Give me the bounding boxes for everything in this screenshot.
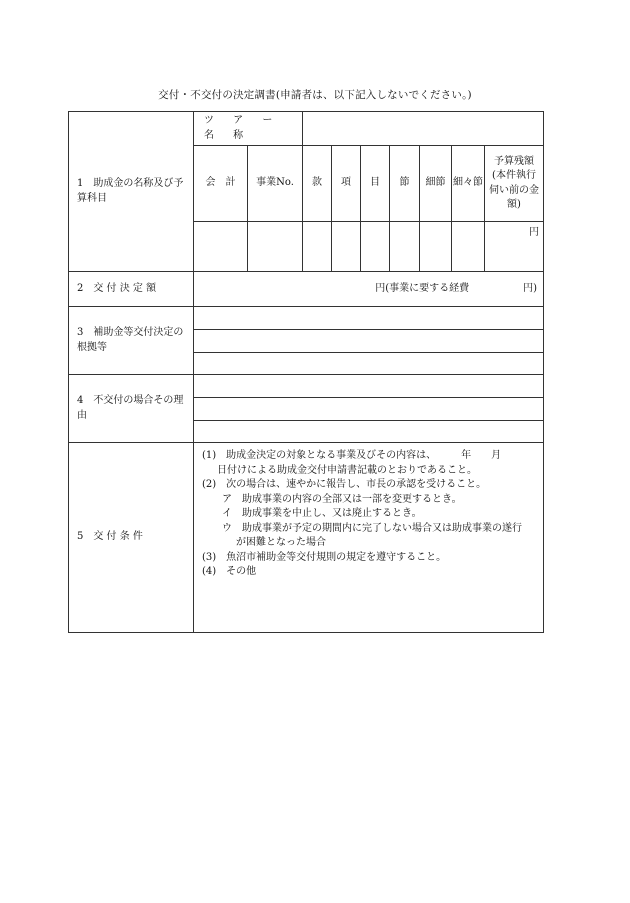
grant-name-label: 1 助成金の名称及び予算科目 — [69, 112, 194, 272]
conditions-label: 5 交 付 条 件 — [69, 443, 194, 633]
saisaisetsu-field[interactable] — [452, 222, 485, 272]
page-title: 交付・不交付の決定調書(申請者は、以下記入しないでください。) — [158, 89, 472, 101]
basis-line-2[interactable] — [194, 330, 544, 353]
decided-amount-field[interactable] — [194, 272, 544, 307]
reason-line-2[interactable] — [194, 398, 544, 421]
condition-2: (2) 次の場合は、速やかに報告し、市長の承認を受けること。 — [202, 479, 487, 490]
basis-line-1[interactable] — [194, 307, 544, 330]
col-budget-remaining: 予算残額(本件執行伺い前の金額) — [485, 146, 544, 222]
condition-2c-line1: ウ 助成事業が予定の期間内に完了しない場合又は助成事業の遂行 — [222, 522, 522, 534]
reason-line-1[interactable] — [194, 375, 544, 398]
saisetsu-field[interactable] — [420, 222, 452, 272]
yen-mark: 円 — [529, 227, 540, 238]
condition-3: (3) 魚沼市補助金等交付規則の規定を遵守すること。 — [202, 551, 447, 563]
condition-2c-line2: が困難となった場合 — [236, 537, 326, 548]
basis-label: 3 補助金等交付決定の根拠等 — [69, 307, 194, 375]
condition-1b: 日付けによる助成金交付申請書記載のとおりであること。 — [217, 464, 477, 476]
basis-line-3[interactable] — [194, 353, 544, 375]
condition-1a: (1) 助成金決定の対象となる事業及びその内容は、 年 月 — [202, 450, 502, 461]
tour-name-field[interactable] — [303, 112, 544, 146]
tour-name-label: ツ ア ー 名 称 — [194, 112, 303, 146]
col-account: 会 計 — [194, 146, 248, 222]
decision-record-table — [68, 111, 544, 633]
amount-text: 円(事業に要する経費 — [375, 282, 470, 294]
cost-close: 円) — [523, 282, 538, 294]
condition-2b: イ 助成事業を中止し、又は廃止するとき。 — [222, 508, 422, 519]
account-field[interactable] — [194, 222, 248, 272]
kou-field[interactable] — [332, 222, 361, 272]
col-moku: 目 — [361, 146, 390, 222]
col-kou: 項 — [332, 146, 361, 222]
reason-line-3[interactable] — [194, 421, 544, 443]
setsu-field[interactable] — [390, 222, 420, 272]
non-grant-reason-label: 4 不交付の場合その理由 — [69, 375, 194, 443]
col-saisetsu: 細節 — [420, 146, 452, 222]
project-no-field[interactable] — [248, 222, 303, 272]
conditions-text — [194, 443, 544, 633]
col-kan: 款 — [303, 146, 332, 222]
col-saisaisetsu: 細々節 — [452, 146, 485, 222]
condition-2a: ア 助成事業の内容の全部又は一部を変更するとき。 — [222, 493, 462, 505]
budget-remaining-field[interactable] — [485, 222, 544, 272]
col-project-no: 事業No. — [248, 146, 303, 222]
decided-amount-label: 2 交 付 決 定 額 — [69, 272, 194, 307]
col-setsu: 節 — [390, 146, 420, 222]
kan-field[interactable] — [303, 222, 332, 272]
moku-field[interactable] — [361, 222, 390, 272]
condition-4: (4) その他 — [202, 566, 257, 577]
